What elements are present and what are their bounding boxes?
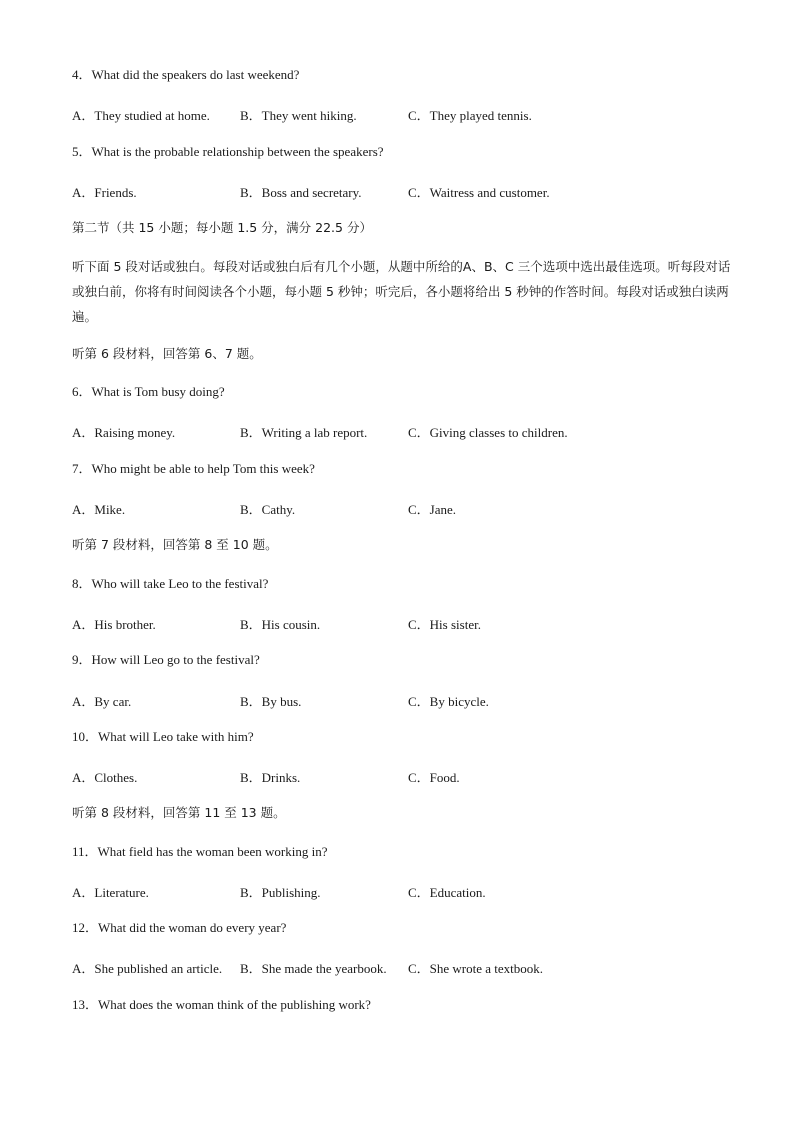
options-row — [0, 614, 794, 630]
question-text: 13．What does the woman think of the publishing work? — [72, 997, 371, 1012]
option-c: C．She wrote a textbook. — [408, 961, 544, 976]
question-text: 11．What field has the woman been working in? — [72, 844, 328, 859]
options-row — [0, 767, 794, 783]
question-text: 6．What is Tom busy doing? — [72, 384, 225, 399]
passage-instruction: 听第 8 段材料，回答第 11 至 13 题。 — [72, 805, 286, 820]
option-b: B．Publishing. — [240, 885, 321, 900]
option-c: C．Giving classes to children. — [408, 425, 568, 440]
options-row — [0, 499, 794, 515]
passage-instruction: 听第 7 段材料，回答第 8 至 10 题。 — [72, 537, 278, 552]
option-b: B．By bus. — [240, 694, 302, 709]
option-a: A．By car. — [72, 694, 132, 709]
passage-instruction: 听第 6 段材料，回答第 6、7 题。 — [72, 346, 262, 361]
option-c: C．Education. — [408, 885, 486, 900]
option-b: B．They went hiking. — [240, 108, 357, 123]
option-c: C．Waitress and customer. — [408, 185, 550, 200]
question-text: 5．What is the probable relationship between the speakers? — [72, 144, 384, 159]
option-a: A．Mike. — [72, 502, 126, 517]
question-text: 4．What did the speakers do last weekend? — [72, 67, 300, 82]
question-text: 10．What will Leo take with him? — [72, 729, 254, 744]
question-text: 8．Who will take Leo to the festival? — [72, 576, 269, 591]
options-row — [0, 691, 794, 707]
option-c: C．They played tennis. — [408, 108, 532, 123]
option-a: A．Friends. — [72, 185, 137, 200]
question-text: 7．Who might be able to help Tom this week? — [72, 461, 315, 476]
option-b: B．She made the yearbook. — [240, 961, 387, 976]
option-c: C．By bicycle. — [408, 694, 489, 709]
option-c: C．Jane. — [408, 502, 457, 517]
option-b: B．Cathy. — [240, 502, 296, 517]
option-a: A．She published an article. — [72, 961, 223, 976]
option-c: C．Food. — [408, 770, 460, 785]
section-instructions: 听下面 5 段对话或独白。每段对话或独白后有几个小题，从题中所给的A、B、C 三个选项中选出最佳选项。听每段对话或独白前，你将有时间阅读各个小题，每小题 5 秒钟；听完后，各小题将给出 5 秒钟的作答时间。每段对话或独白读两遍。 — [72, 259, 731, 324]
options-row — [0, 422, 794, 438]
option-b: B．Writing a lab report. — [240, 425, 368, 440]
question-text: 12．What did the woman do every year? — [72, 920, 287, 935]
option-a: A．They studied at home. — [72, 108, 210, 123]
options-row — [0, 182, 794, 198]
option-b: B．Boss and secretary. — [240, 185, 362, 200]
section-heading: 第二节（共 15 小题；每小题 1.5 分，满分 22.5 分） — [72, 220, 372, 235]
option-a: A．Clothes. — [72, 770, 138, 785]
question-text: 9．How will Leo go to the festival? — [72, 652, 260, 667]
option-c: C．His sister. — [408, 617, 481, 632]
option-a: A．Raising money. — [72, 425, 176, 440]
option-a: A．Literature. — [72, 885, 149, 900]
option-b: B．His cousin. — [240, 617, 321, 632]
options-row — [0, 882, 794, 898]
options-row — [0, 105, 794, 121]
option-a: A．His brother. — [72, 617, 156, 632]
options-row — [0, 958, 794, 974]
option-b: B．Drinks. — [240, 770, 301, 785]
